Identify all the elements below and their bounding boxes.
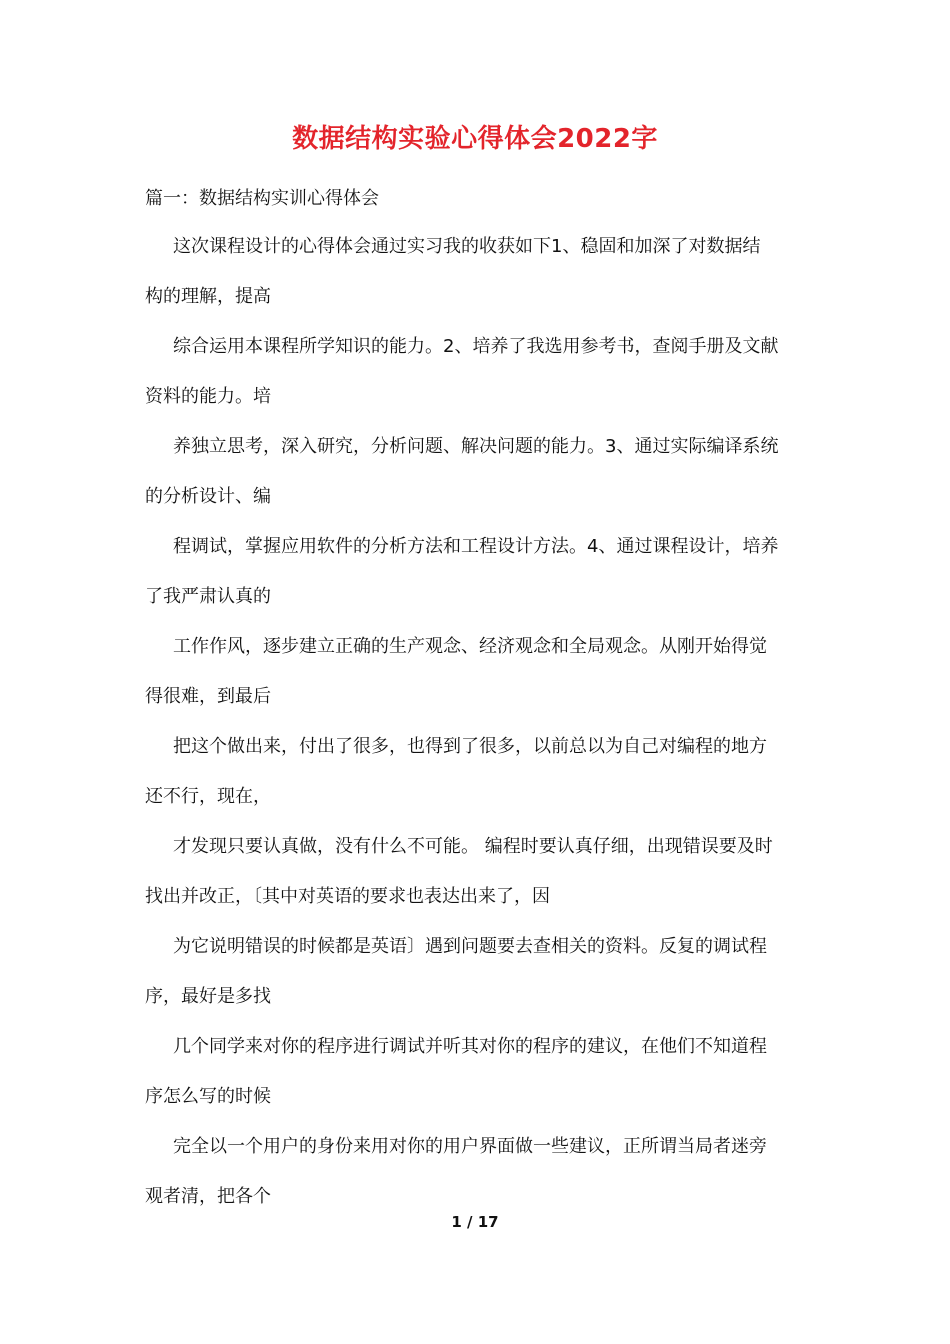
text-line: 才发现只要认真做，没有什么不可能。 编程时要认真仔细，出现错误要及时 — [173, 836, 773, 857]
text-line: 的分析设计、编 — [145, 486, 271, 507]
text-line: 为它说明错误的时候都是英语〕遇到问题要去查相关的资料。反复的调试程 — [173, 936, 767, 957]
text-line: 几个同学来对你的程序进行调试并听其对你的程序的建议，在他们不知道程 — [173, 1036, 767, 1057]
document-title: 数据结构实验心得体会2022字 — [292, 124, 658, 154]
section-heading: 篇一：数据结构实训心得体会 — [145, 188, 379, 209]
text-line: 把这个做出来，付出了很多，也得到了很多，以前总以为自己对编程的地方 — [173, 736, 767, 757]
text-line: 程调试，掌握应用软件的分析方法和工程设计方法。4、通过课程设计，培养 — [173, 536, 779, 557]
page-number: 1 / 17 — [451, 1213, 499, 1231]
text-line: 完全以一个用户的身份来用对你的用户界面做一些建议，正所谓当局者迷旁 — [173, 1136, 767, 1157]
text-line: 资料的能力。培 — [145, 386, 271, 407]
text-line: 这次课程设计的心得体会通过实习我的收获如下1、稳固和加深了对数据结 — [173, 236, 761, 257]
text-line: 还不行，现在， — [145, 786, 271, 807]
text-line: 构的理解，提高 — [145, 286, 271, 307]
text-line: 观者清，把各个 — [145, 1186, 271, 1207]
text-line: 找出并改正，〔其中对英语的要求也表达出来了，因 — [145, 886, 550, 907]
text-line: 序，最好是多找 — [145, 986, 271, 1007]
text-line: 综合运用本课程所学知识的能力。2、培养了我选用参考书，查阅手册及文献 — [173, 336, 779, 357]
body-text — [145, 232, 810, 1232]
text-line: 序怎么写的时候 — [145, 1086, 271, 1107]
text-line: 得很难，到最后 — [145, 686, 271, 707]
text-line: 养独立思考，深入研究，分析问题、解决问题的能力。3、通过实际编译系统 — [173, 436, 779, 457]
text-line: 工作作风，逐步建立正确的生产观念、经济观念和全局观念。从刚开始得觉 — [173, 636, 767, 657]
text-line: 了我严肃认真的 — [145, 586, 271, 607]
